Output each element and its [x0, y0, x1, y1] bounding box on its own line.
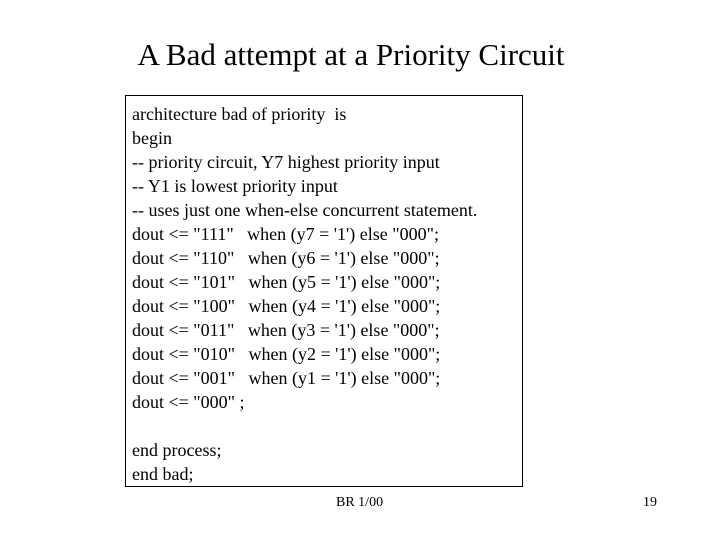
code-line: -- priority circuit, Y7 highest priority input	[132, 152, 440, 172]
page-number: 19	[643, 495, 657, 510]
code-line: dout <= "100" when (y4 = '1') else "000";	[132, 296, 441, 316]
code-line: end process;	[132, 440, 222, 460]
code-line: end bad;	[132, 464, 194, 484]
code-line: dout <= "111" when (y7 = '1') else "000";	[132, 224, 439, 244]
slide-title: A Bad attempt at a Priority Circuit	[137, 37, 565, 72]
code-line: dout <= "010" when (y2 = '1') else "000";	[132, 344, 441, 364]
code-line: -- uses just one when-else concurrent statement.	[132, 200, 478, 220]
footer-credit: BR 1/00	[336, 495, 384, 510]
code-box	[125, 95, 523, 487]
code-line: dout <= "011" when (y3 = '1') else "000";	[132, 320, 440, 340]
code-line: dout <= "000" ;	[132, 392, 245, 412]
code-line: dout <= "101" when (y5 = '1') else "000";	[132, 272, 441, 292]
code-line-blank	[132, 414, 522, 438]
code-line: architecture bad of priority is	[132, 104, 347, 124]
code-line: dout <= "001" when (y1 = '1') else "000";	[132, 368, 441, 388]
code-line: begin	[132, 128, 172, 148]
code-line: -- Y1 is lowest priority input	[132, 176, 338, 196]
code-line: dout <= "110" when (y6 = '1') else "000";	[132, 248, 440, 268]
